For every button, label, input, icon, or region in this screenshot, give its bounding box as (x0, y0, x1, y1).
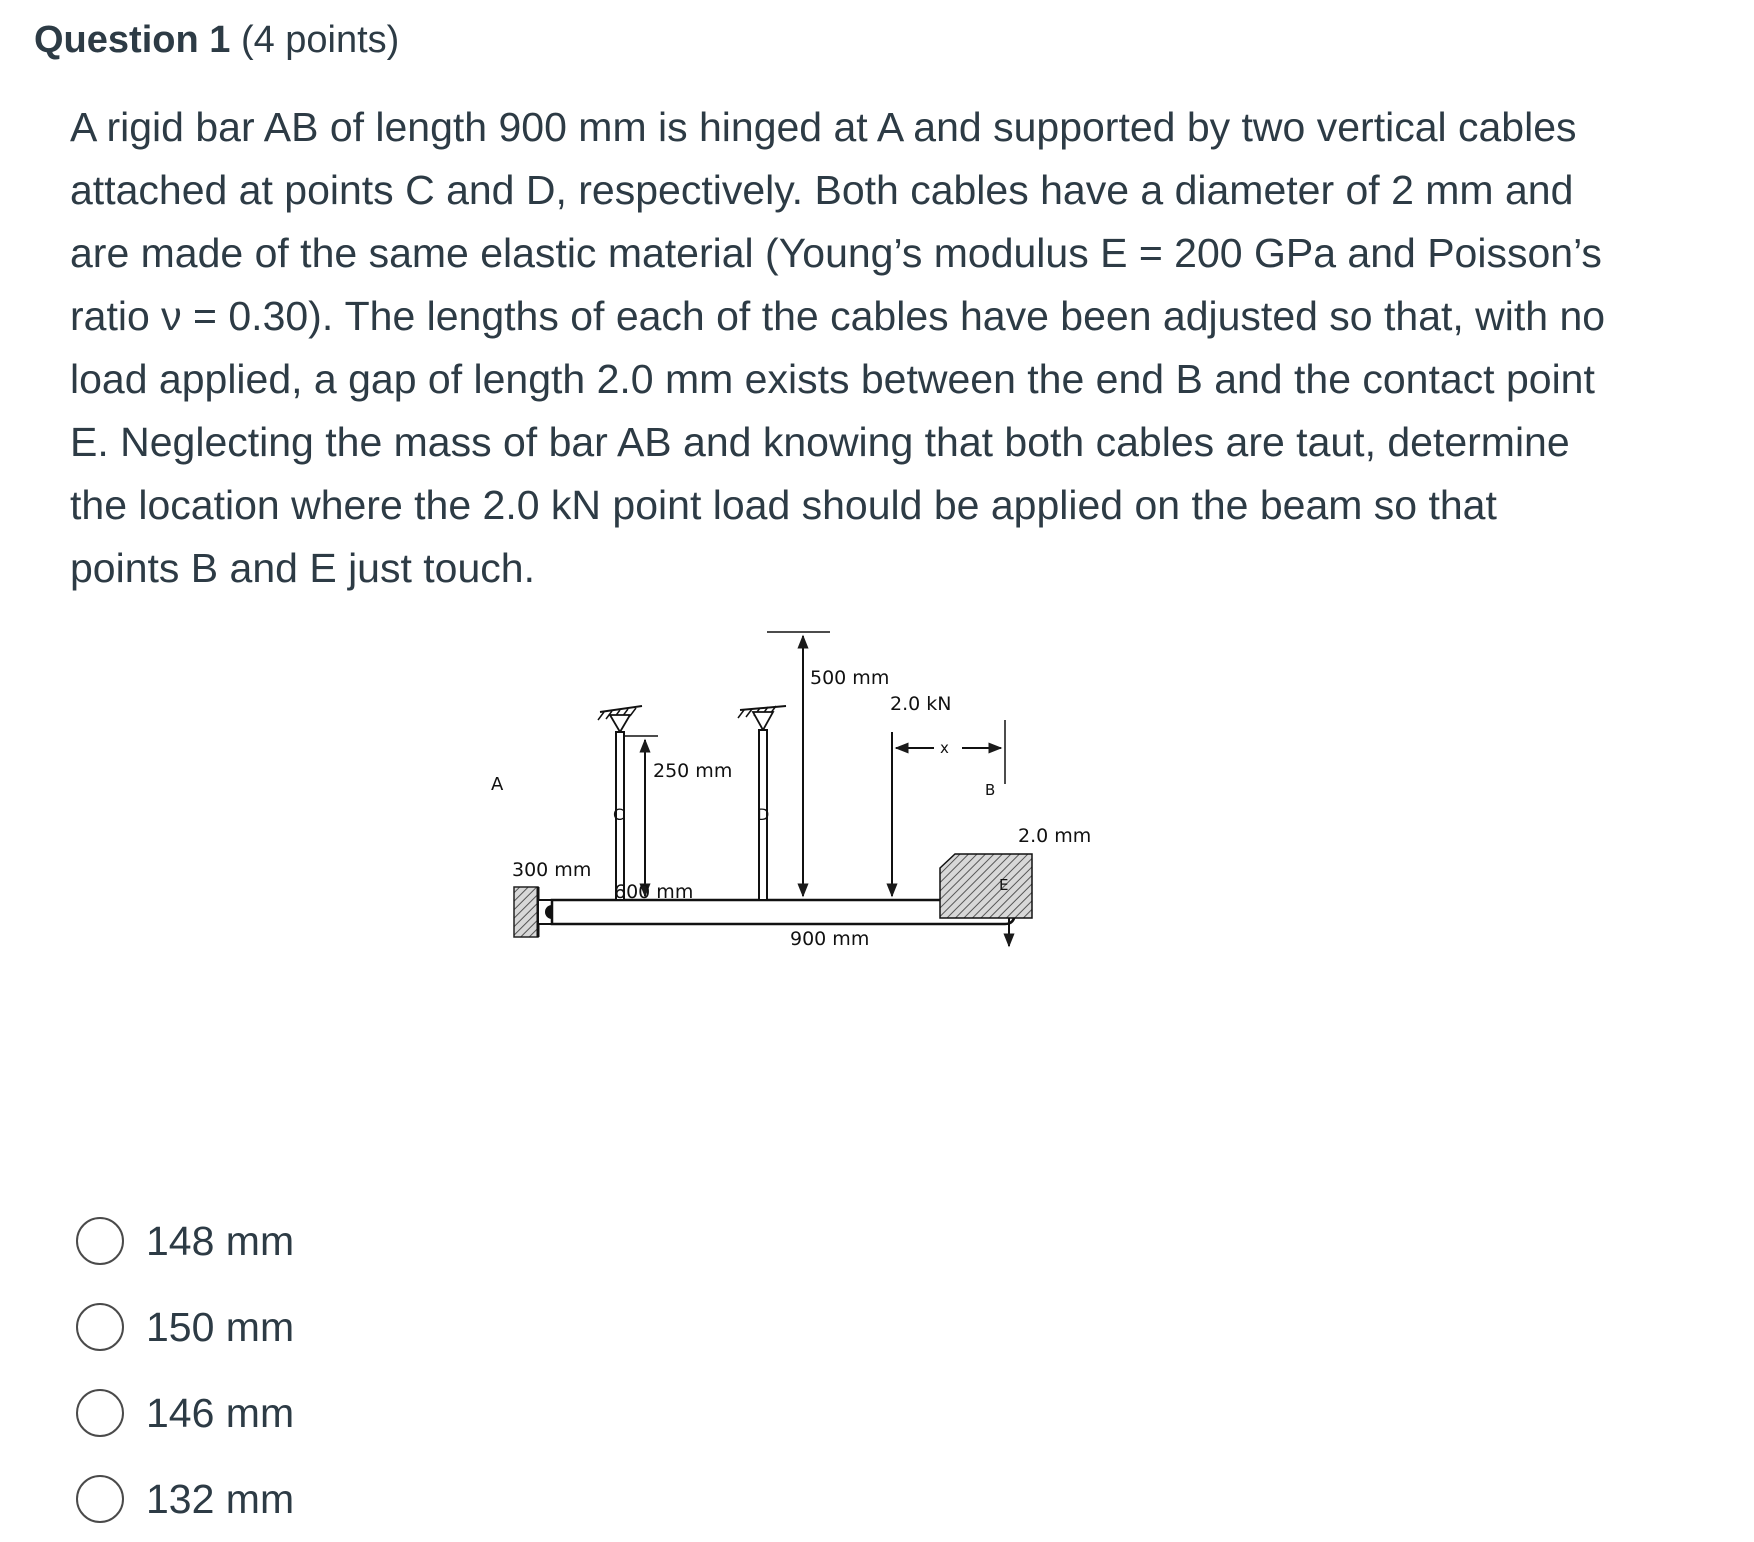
label-cable-c-length: 250 mm (653, 760, 733, 782)
answer-label[interactable]: 132 mm (146, 1475, 295, 1522)
answer-label[interactable]: 148 mm (146, 1217, 295, 1264)
question-text-line: the location where the 2.0 kN point load should be applied on the beam so that (70, 482, 1497, 528)
label-x: x (940, 739, 949, 757)
radio-button-icon[interactable] (76, 1217, 124, 1265)
question-text-line: A rigid bar AB of length 900 mm is hinged at A and supported by two vertical cables (70, 104, 1577, 150)
question-text (70, 96, 1710, 600)
label-c: C (613, 805, 625, 824)
question-text-line: E. Neglecting the mass of bar AB and knowing that both cables are taut, determine (70, 419, 1570, 465)
label-e: E (999, 876, 1009, 894)
question-text-line: attached at points C and D, respectively. Both cables have a diameter of 2 mm and (70, 167, 1574, 213)
label-b: B (985, 781, 996, 799)
answer-option[interactable] (76, 1284, 294, 1370)
label-dim-ac: 300 mm (512, 859, 592, 881)
cable-d (738, 706, 786, 900)
question-text-line: points B and E just touch. (70, 545, 535, 591)
radio-button-icon[interactable] (76, 1303, 124, 1351)
answer-label[interactable]: 150 mm (146, 1303, 295, 1350)
cable-c (598, 706, 642, 900)
question-header (34, 14, 399, 66)
label-cable-d-length: 500 mm (810, 667, 890, 689)
answer-option[interactable] (76, 1370, 294, 1456)
question-text-line: are made of the same elastic material (Young’s modulus E = 200 GPa and Poisson’s (70, 230, 1602, 276)
answer-options (76, 1198, 294, 1542)
label-load: 2.0 kN (890, 693, 952, 715)
radio-button-icon[interactable] (76, 1475, 124, 1523)
label-gap: 2.0 mm (1018, 825, 1092, 847)
question-points: (4 points) (240, 19, 400, 61)
answer-label[interactable]: 146 mm (146, 1389, 295, 1436)
answer-option[interactable] (76, 1456, 294, 1542)
beam-diagram (491, 660, 1260, 1125)
answer-option[interactable] (76, 1198, 294, 1284)
label-d: D (757, 805, 770, 824)
label-dim-ad: 600 mm (614, 881, 694, 903)
question-text-line: ratio ν = 0.30). The lengths of each of the cables have been adjusted so that, with no (70, 293, 1606, 339)
label-dim-ab: 900 mm (790, 928, 870, 950)
beam-diagram-svg (491, 660, 1260, 1120)
contact-block-e (940, 854, 1032, 918)
radio-button-icon[interactable] (76, 1389, 124, 1437)
label-a: A (491, 774, 504, 795)
question-title: Question 1 (34, 19, 231, 61)
question-text-line: load applied, a gap of length 2.0 mm exists between the end B and the contact point (70, 356, 1595, 402)
